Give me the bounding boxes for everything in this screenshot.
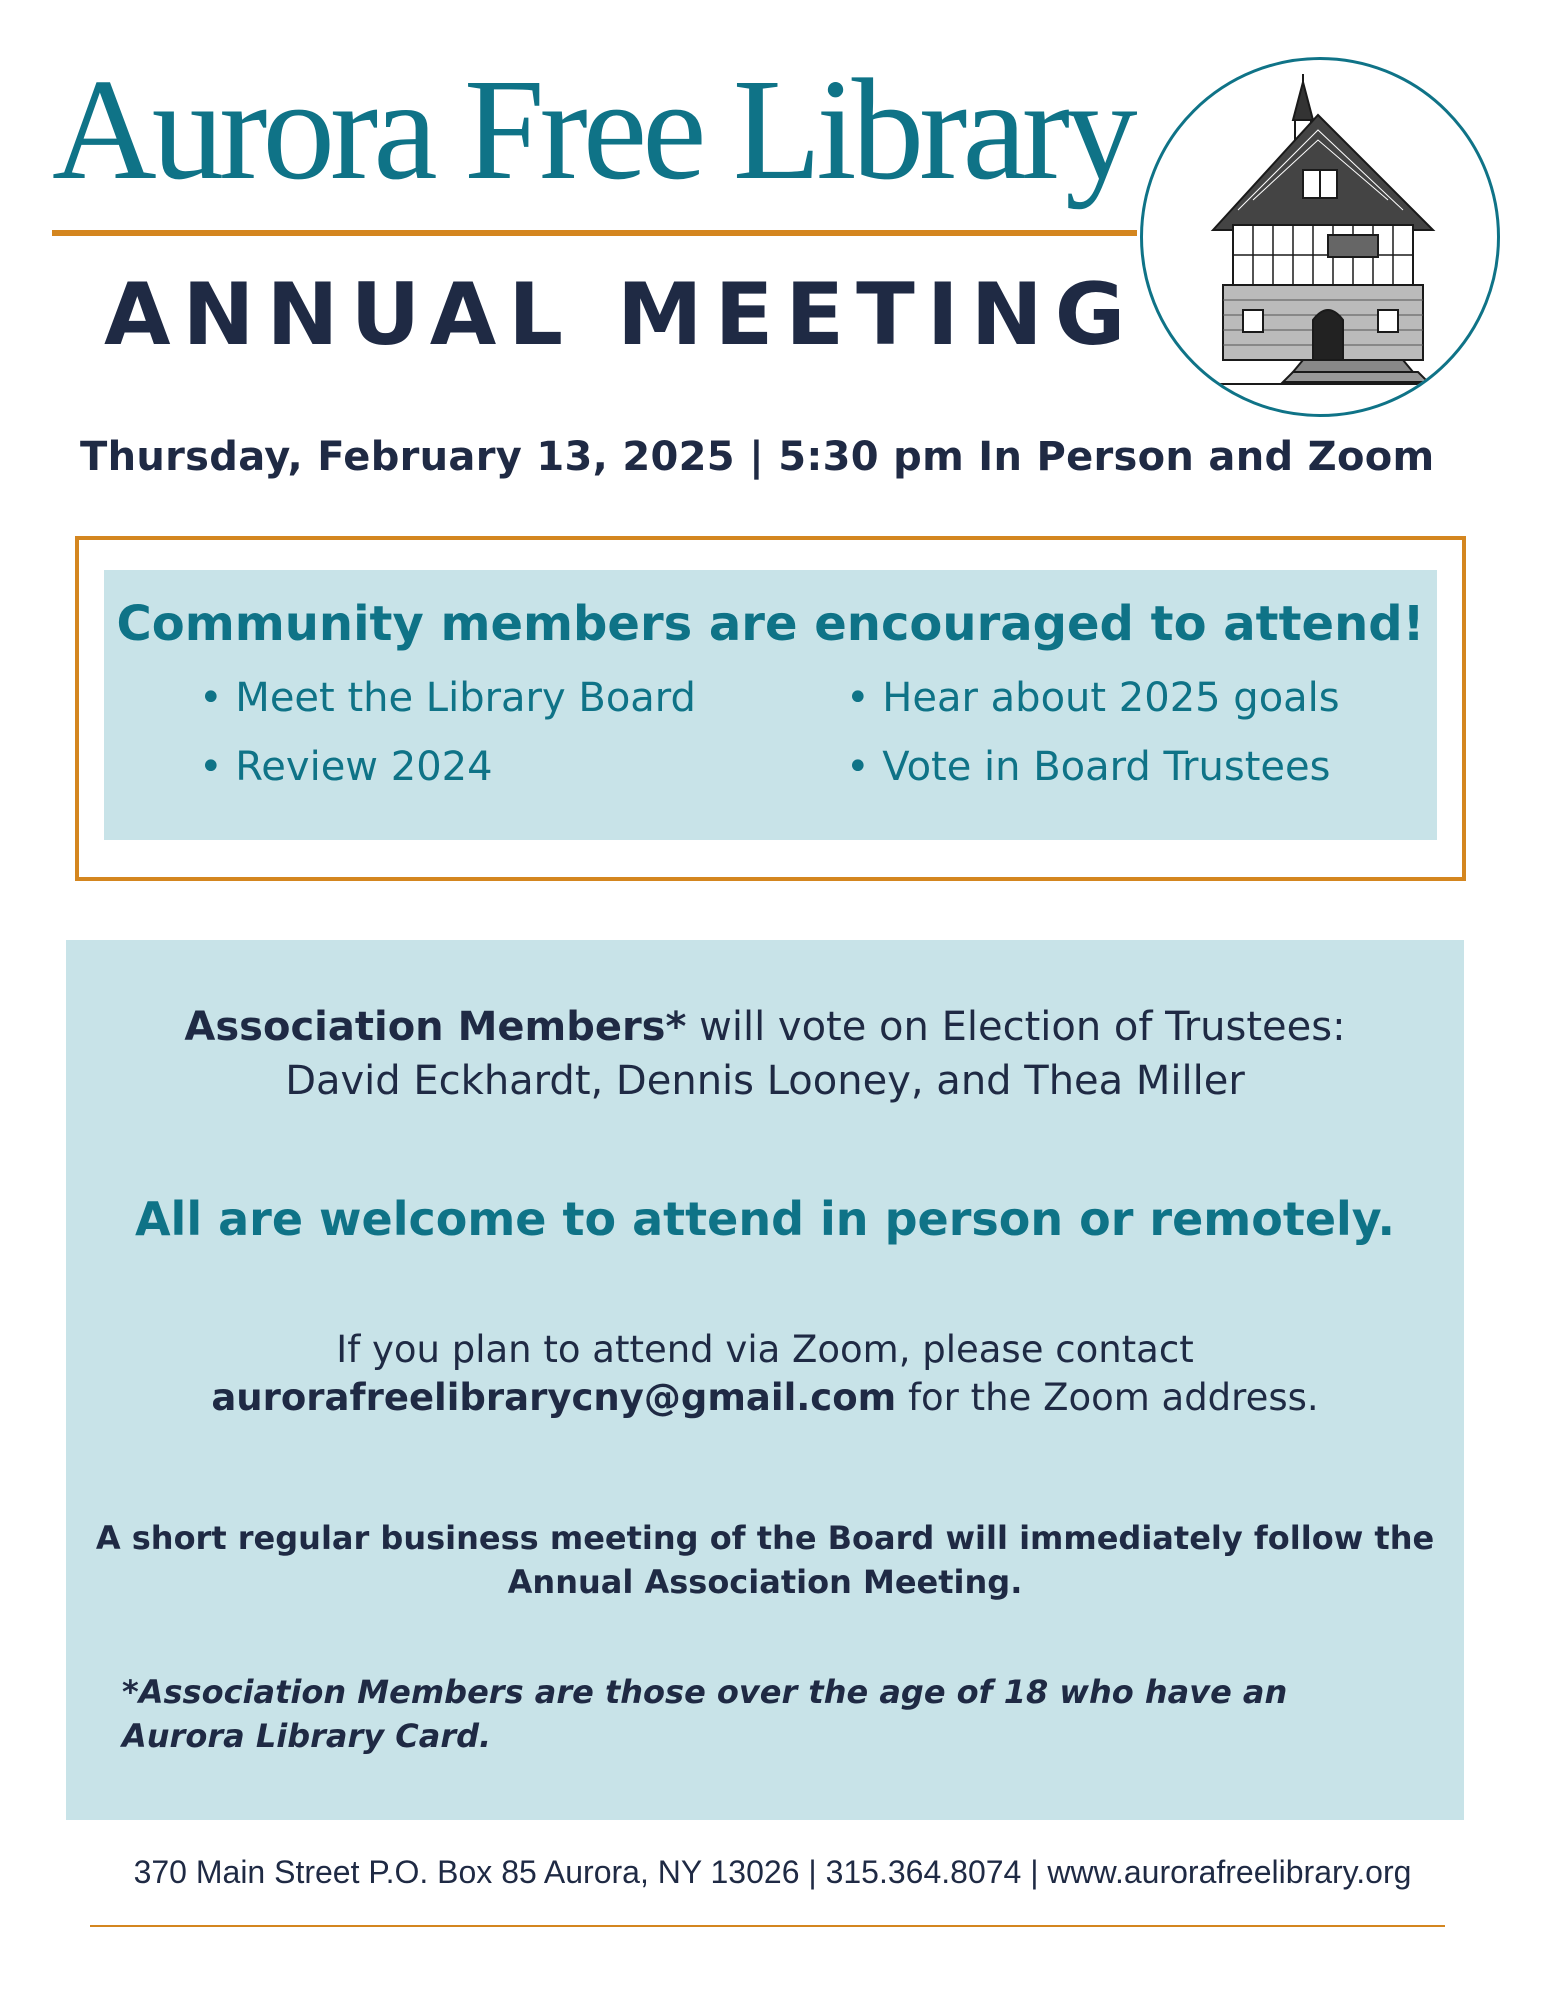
library-building-icon (1143, 60, 1497, 414)
welcome-statement: All are welcome to attend in person or remotely. (134, 1192, 1396, 1246)
highlight-item: • Review 2024 (199, 744, 493, 790)
business-meeting-note-cont: Annual Association Meeting. (507, 1563, 1023, 1601)
footer-contact: 370 Main Street P.O. Box 85 Aurora, NY 13026 | 315.364.8074 | www.aurorafreelibrary.org (133, 1854, 1412, 1890)
highlights-frame (75, 536, 1466, 881)
zoom-instructions: If you plan to attend via Zoom, please contact (336, 1328, 1194, 1371)
highlight-item: • Hear about 2025 goals (846, 675, 1340, 721)
library-title: Aurora Free Library (52, 50, 1133, 210)
election-text: will vote on Election of Trustees: (686, 1004, 1346, 1050)
event-datetime: Thursday, February 13, 2025 | 5:30 pm In Person and Zoom (80, 434, 1435, 480)
footer-divider (90, 1925, 1445, 1927)
library-building-emblem (1140, 57, 1500, 417)
association-members-label: Association Members* (184, 1004, 687, 1050)
highlight-item: • Vote in Board Trustees (846, 744, 1331, 790)
zoom-contact-line (66, 1374, 1464, 1422)
business-meeting-note: A short regular business meeting of the Board will immediately follow the (95, 1519, 1435, 1557)
details-panel (66, 940, 1464, 1820)
election-line (66, 1002, 1464, 1052)
trustee-names: David Eckhardt, Dennis Looney, and Thea Miller (285, 1058, 1245, 1104)
highlights-panel (104, 570, 1437, 840)
zoom-contact-text: for the Zoom address. (896, 1376, 1319, 1419)
title-divider (52, 230, 1137, 236)
highlight-item: • Meet the Library Board (199, 675, 696, 721)
meeting-title: ANNUAL MEETING (104, 265, 1138, 365)
membership-footnote: *Association Members are those over the age of 18 who have an Aurora Library Card. (122, 1673, 1288, 1755)
highlights-heading: Community members are encouraged to attend! (116, 596, 1425, 652)
contact-email-link[interactable]: aurorafreelibrarycny@gmail.com (211, 1376, 897, 1419)
